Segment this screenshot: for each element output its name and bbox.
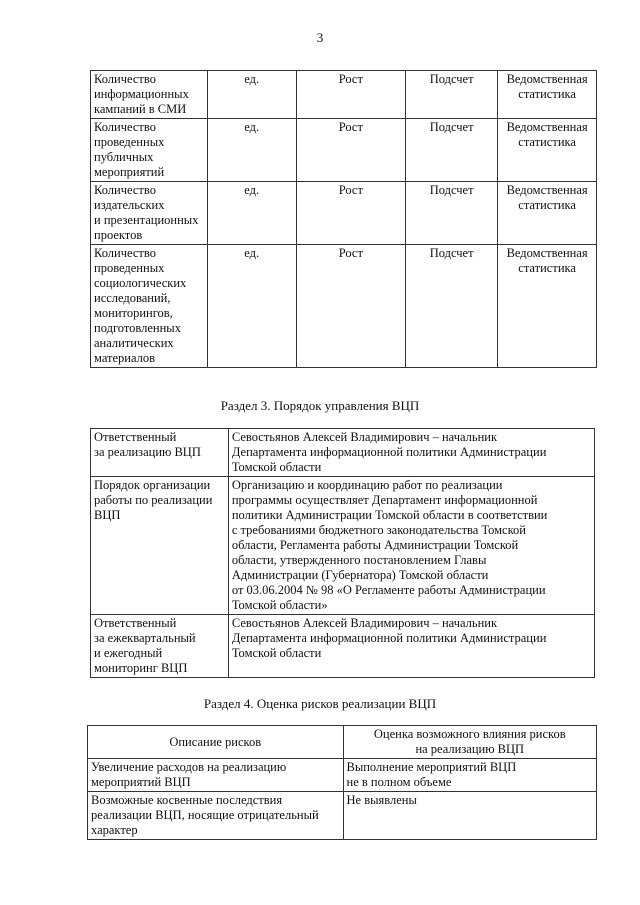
- management-table: [90, 428, 595, 678]
- management-label: Ответственный за реализацию ВЦП: [91, 429, 229, 477]
- indicator-method: Подсчет: [406, 71, 498, 119]
- indicator-trend: Рост: [296, 71, 405, 119]
- management-label: Порядок организации работы по реализации ВЦП: [91, 477, 229, 615]
- indicator-unit: ед.: [207, 119, 296, 182]
- section4-title: Раздел 4. Оценка рисков реализации ВЦП: [203, 696, 437, 711]
- table-row: [91, 71, 597, 119]
- table-row: [91, 182, 597, 245]
- indicator-method: Подсчет: [406, 119, 498, 182]
- management-value: Севостьянов Алексей Владимирович – начальник Департамента информационной политики Администрации Томской области: [228, 615, 594, 678]
- management-value: Организацию и координацию работ по реализации программы осуществляет Департамент информационной политики Администрации Томской области в соответствии с требованиями бюджетного законодательства Томской области, Регламента работы Администрации Томской области, утвержденного постановлением Главы Администрации (Губернатора) Томской области от 03.06.2004 № 98 «О Регламенте работы Администрации Томской области»: [228, 477, 594, 615]
- indicator-trend: Рост: [296, 119, 405, 182]
- table-row: [91, 245, 597, 368]
- table-row: [91, 119, 597, 182]
- table-row: [91, 477, 595, 615]
- indicator-name: Количество проведенных социологических исследований, мониторингов, подготовленных аналитических материалов: [91, 245, 208, 368]
- indicator-unit: ед.: [207, 245, 296, 368]
- page-number: 3: [316, 30, 324, 45]
- indicator-trend: Рост: [296, 245, 405, 368]
- risk-impact-header: Оценка возможного влияния рисков на реализацию ВЦП: [343, 726, 597, 759]
- indicator-source: Ведомственная статистика: [498, 71, 597, 119]
- table-row: [88, 792, 597, 840]
- table-row: [88, 759, 597, 792]
- indicator-trend: Рост: [296, 182, 405, 245]
- indicator-method: Подсчет: [406, 182, 498, 245]
- indicator-method: Подсчет: [406, 245, 498, 368]
- table-header-row: [88, 726, 597, 759]
- risk-description: Возможные косвенные последствия реализации ВЦП, носящие отрицательный характер: [88, 792, 344, 840]
- indicator-unit: ед.: [207, 71, 296, 119]
- risks-table: [87, 725, 597, 840]
- indicator-name: Количество издательских и презентационных проектов: [91, 182, 208, 245]
- indicator-unit: ед.: [207, 182, 296, 245]
- table-row: [91, 429, 595, 477]
- risk-impact: Не выявлены: [343, 792, 597, 840]
- management-label: Ответственный за ежеквартальный и ежегодный мониторинг ВЦП: [91, 615, 229, 678]
- table-row: [91, 615, 595, 678]
- risk-description-header: Описание рисков: [88, 726, 344, 759]
- section3-title: Раздел 3. Порядок управления ВЦП: [220, 398, 420, 413]
- indicator-name: Количество проведенных публичных мероприятий: [91, 119, 208, 182]
- management-value: Севостьянов Алексей Владимирович – начальник Департамента информационной политики Администрации Томской области: [228, 429, 594, 477]
- risk-description: Увеличение расходов на реализацию мероприятий ВЦП: [88, 759, 344, 792]
- indicators-table: [90, 70, 597, 368]
- indicator-source: Ведомственная статистика: [498, 119, 597, 182]
- indicator-name: Количество информационных кампаний в СМИ: [91, 71, 208, 119]
- indicator-source: Ведомственная статистика: [498, 182, 597, 245]
- indicator-source: Ведомственная статистика: [498, 245, 597, 368]
- risk-impact: Выполнение мероприятий ВЦП не в полном объеме: [343, 759, 597, 792]
